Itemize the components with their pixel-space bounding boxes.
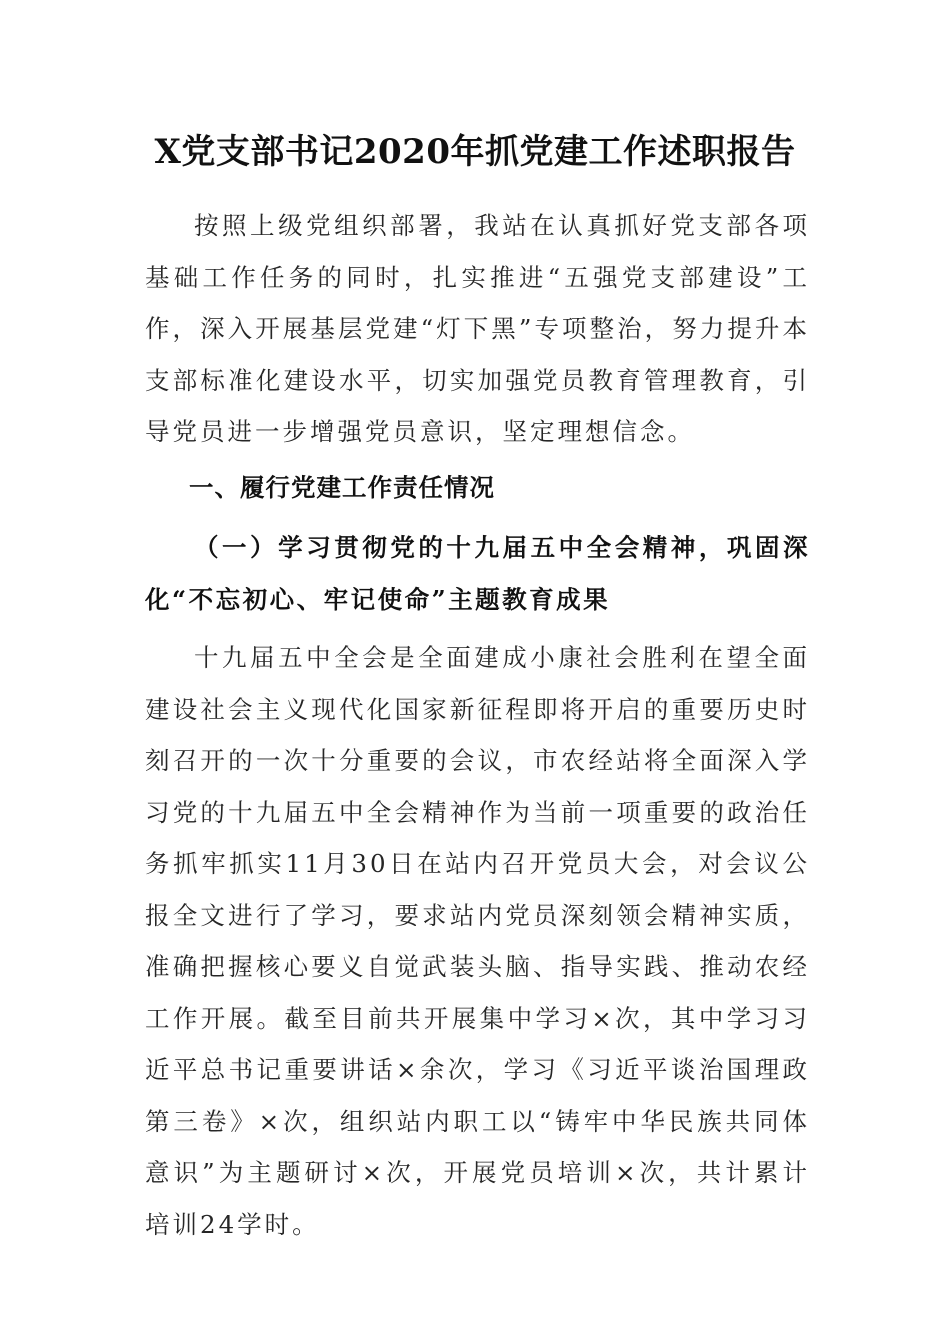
intro-paragraph: 按照上级党组织部署，我站在认真抓好党支部各项基础工作任务的同时，扎实推进“五强党支部建设”工作，深入开展基层党建“灯下黑”专项整治，努力提升本支部标准化建设水平，切实加强党员教育管理教育，引导党员进一步增强党员意识，坚定理想信念。 xyxy=(145,211,810,446)
document-title: X党支部书记2020年抓党建工作述职报告 xyxy=(154,132,796,172)
body-paragraph: 十九届五中全会是全面建成小康社会胜利在望全面建设社会主义现代化国家新征程即将开启的重要历史时刻召开的一次十分重要的会议，市农经站将全面深入学习党的十九届五中全会精神作为当前一项重要的政治任务抓牢抓实11月30日在站内召开党员大会，对会议公报全文进行了学习，要求站内党员深刻领会精神实质，准确把握核心要义自觉武装头脑、指导实践、推动农经工作开展。截至目前共开展集中学习×次，其中学习习近平总书记重要讲话×余次，学习《习近平谈治国理政第三卷》×次，组织站内职工以“铸牢中华民族共同体意识”为主题研讨×次，开展党员培训×次，共计累计培训24学时。 xyxy=(145,643,810,1239)
section-heading: 一、履行党建工作责任情况 xyxy=(189,473,495,502)
subsection-heading: （一）学习贯彻党的十九届五中全会精神，巩固深化“不忘初心、牢记使命”主题教育成果 xyxy=(145,533,810,614)
